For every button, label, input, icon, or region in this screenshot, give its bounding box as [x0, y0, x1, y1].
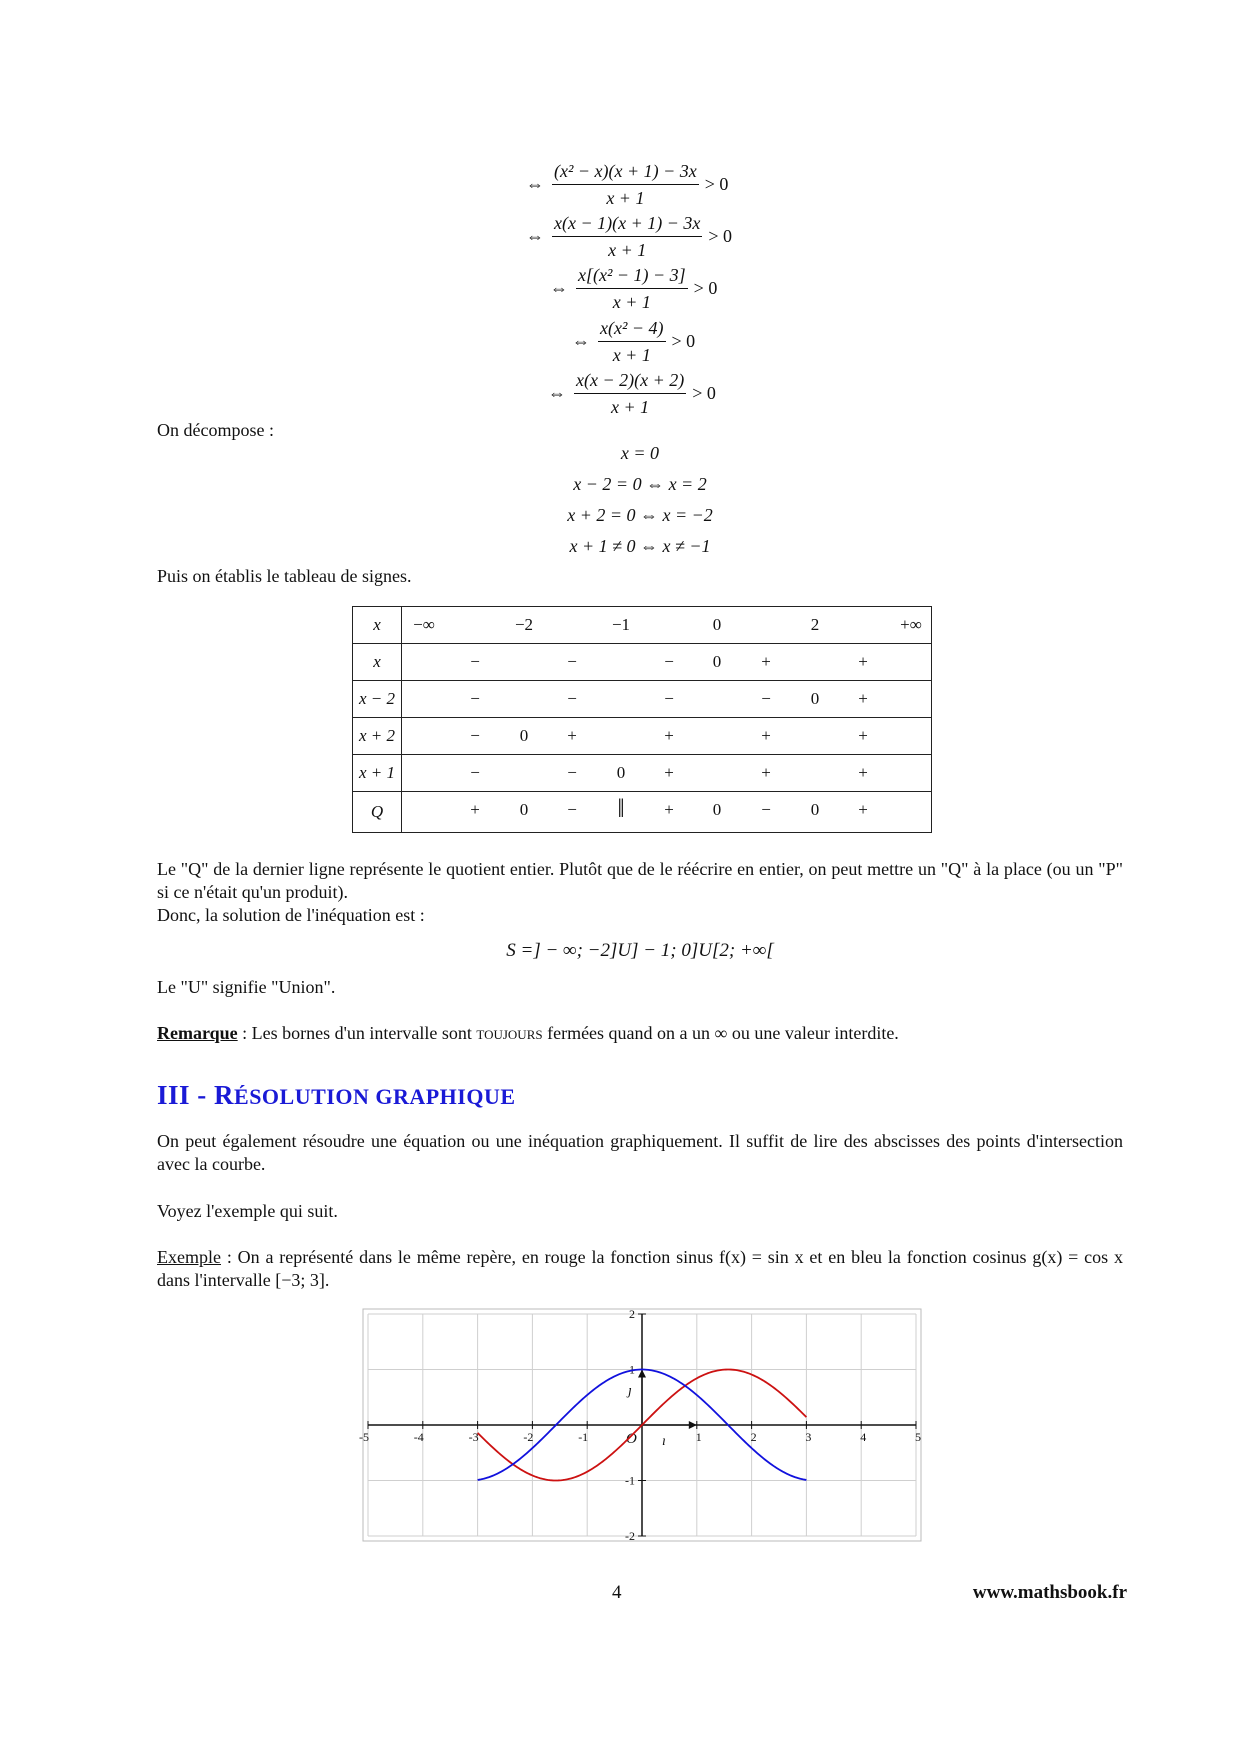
fraction: $\frac{\text{(x² − x)(x + 1) − 3x}}{x + 1}$ [554, 161, 697, 208]
table-row [353, 792, 932, 833]
sign-cell: 0 [810, 800, 820, 819]
sign-table [352, 606, 932, 833]
paragraph-quotient: Le "Q" de la dernier ligne représente le quotient entier. Plutôt que de le réécrire en entier, on peut mettre un "Q" à la place (ou un "P" si ce n'était qu'un produit). [157, 859, 1123, 902]
table-intro: Puis on établis le tableau de signes. [157, 566, 412, 586]
sign-cell: 0 [810, 689, 820, 708]
decompose-line: x = 0 [620, 443, 660, 463]
decompose-line: x + 2 = 0 ⇔ x = −2 [567, 505, 713, 525]
table-row-label: x + 1 [353, 755, 402, 792]
example-text: Exemple : On a représenté dans le même repère, en rouge la fonction sinus f(x) = sin x et en bleu la fonction cosinus g(x) = cos x dans l'intervalle [−3; 3]. [157, 1247, 1123, 1290]
sign-cell: 0 [519, 800, 529, 819]
page-number: 4 [612, 1582, 622, 1603]
sin-cos-graph [359, 1307, 922, 1543]
sign-cell: − [567, 652, 577, 671]
paragraph-donc: Donc, la solution de l'inéquation est : [157, 905, 425, 925]
x-tick-label: 1 [695, 1430, 702, 1444]
header-values [402, 607, 931, 643]
header-value: +∞ [900, 615, 922, 634]
table-row-label: Q [353, 792, 402, 833]
decompose-line: x + 1 ≠ 0 ⇔ x ≠ −1 [569, 536, 711, 556]
j-vector-label: ȷ⃗ [628, 1383, 643, 1399]
x-tick-label: -5 [359, 1430, 369, 1444]
x-tick-label: 5 [915, 1430, 921, 1444]
equivalence-row: ⇔ $\frac{\text{(x² − x)(x + 1) − 3x}}{x + 1}$ > 0 [526, 161, 729, 208]
table-row-label: x + 2 [353, 718, 402, 755]
fraction: $\frac{\text{x[(x² − 1) − 3]}}{x + 1}$ [578, 265, 686, 312]
sign-cell: + [761, 763, 771, 782]
sign-cell: + [470, 800, 480, 819]
sign-cell: 0 [712, 800, 722, 819]
sign-cell: − [761, 689, 771, 708]
sign-cell: + [567, 726, 577, 745]
x-tick-label: 4 [860, 1430, 867, 1444]
sign-cell: 0 [712, 652, 722, 671]
x-tick-label: 2 [750, 1430, 757, 1444]
table-row-label: x − 2 [353, 681, 402, 718]
sign-cell: + [858, 689, 868, 708]
sign-cells [402, 681, 931, 717]
y-tick-label: -2 [625, 1529, 635, 1543]
sign-cell: + [664, 726, 674, 745]
sign-cells [402, 755, 931, 791]
arrowhead-i [689, 1421, 697, 1429]
website-url: www.mathsbook.fr [972, 1582, 1127, 1603]
table-row-label: x [353, 607, 402, 644]
equivalence-row: ⇔ $\frac{x(x - 1)(x + 1) - 3x}{x + 1}$ > 0 [526, 213, 733, 260]
x-tick-label: -3 [468, 1430, 479, 1444]
sign-cells [402, 718, 931, 754]
sign-cell: − [470, 763, 480, 782]
fraction: $\frac{\text{x(x² − 4)}}{x + 1}$ [600, 318, 664, 365]
header-value: −∞ [413, 615, 435, 634]
sign-cell: + [761, 652, 771, 671]
equivalence-row: ⇔ $\frac{\text{x[(x² − 1) − 3]}}{x + 1}$ > 0 [550, 265, 718, 312]
sign-cell: 0 [616, 763, 626, 782]
x-tick-label: -2 [523, 1430, 534, 1444]
sign-cell: 0 [519, 726, 529, 745]
sign-cell: + [858, 763, 868, 782]
y-tick-label: 1 [629, 1362, 635, 1377]
x-tick-label: 3 [805, 1430, 812, 1444]
sign-cell: + [858, 800, 868, 819]
sign-cell: + [858, 652, 868, 671]
header-value: −1 [611, 615, 631, 634]
equivalence-row: ⇔ $\frac{\text{x(x² − 4)}}{x + 1}$ > 0 [572, 318, 696, 365]
sign-cell: − [470, 726, 480, 745]
remark: Remarque : Les bornes d'un intervalle sont toujours fermées quand on a un ∞ ou une valeur interdite. [157, 1023, 899, 1043]
paragraph-graph: On peut également résoudre une équation ou une inéquation graphiquement. Il suffit de lire des abscisses des points d'intersection avec la courbe. [157, 1131, 1123, 1174]
x-tick-label: -4 [413, 1430, 424, 1444]
sign-cell: + [858, 726, 868, 745]
header-value: 2 [810, 615, 820, 634]
y-tick-label: 2 [629, 1307, 635, 1321]
decompose-line: x − 2 = 0 ⇔ x = 2 [573, 474, 707, 494]
sign-cell: − [470, 689, 480, 708]
i-vector-label: ı⃗ [662, 1434, 677, 1449]
union-note: Le "U" signifie "Union". [157, 977, 336, 997]
sign-cells [402, 644, 931, 680]
solution-set: S =] − ∞; −2]U] − 1; 0]U[2; +∞[ [506, 940, 774, 961]
sign-cell: − [470, 652, 480, 671]
header-value: −2 [514, 615, 534, 634]
table-row [353, 755, 932, 792]
origin-label: O [626, 1431, 637, 1447]
sign-cell: − [567, 800, 577, 819]
table-row [353, 718, 932, 755]
table-row [353, 681, 932, 718]
x-tick-label: -1 [578, 1430, 589, 1444]
sign-cell: − [567, 689, 577, 708]
header-value: 0 [712, 615, 722, 634]
sign-cells [402, 792, 931, 832]
sign-cell: + [664, 763, 674, 782]
sign-cell: + [664, 800, 674, 819]
sign-cell: + [761, 726, 771, 745]
table-row [353, 644, 932, 681]
fraction: $\frac{x(x - 2)(x + 2)}{x + 1}$ [576, 370, 685, 417]
equivalence-row: ⇔ $\frac{x(x - 2)(x + 2)}{x + 1}$ > 0 [548, 370, 716, 417]
fraction: $\frac{x(x - 1)(x + 1) - 3x}{x + 1}$ [554, 213, 701, 260]
sign-cell: − [664, 689, 674, 708]
sign-cell: ‖ [617, 794, 625, 823]
paragraph-voyez: Voyez l'exemple qui suit. [157, 1201, 338, 1221]
sign-cell: − [567, 763, 577, 782]
sign-cell: − [664, 652, 674, 671]
remark-label: Remarque [157, 1023, 238, 1043]
table-header-row [353, 607, 932, 644]
decompose-label: On décompose : [157, 420, 274, 440]
section-heading: III - RÉSOLUTION GRAPHIQUE [157, 1080, 516, 1110]
y-tick-label: -1 [625, 1473, 635, 1488]
table-row-label: x [353, 644, 402, 681]
example-label: Exemple [157, 1247, 221, 1267]
arrowhead-j [638, 1370, 646, 1378]
sign-cell: − [761, 800, 771, 819]
